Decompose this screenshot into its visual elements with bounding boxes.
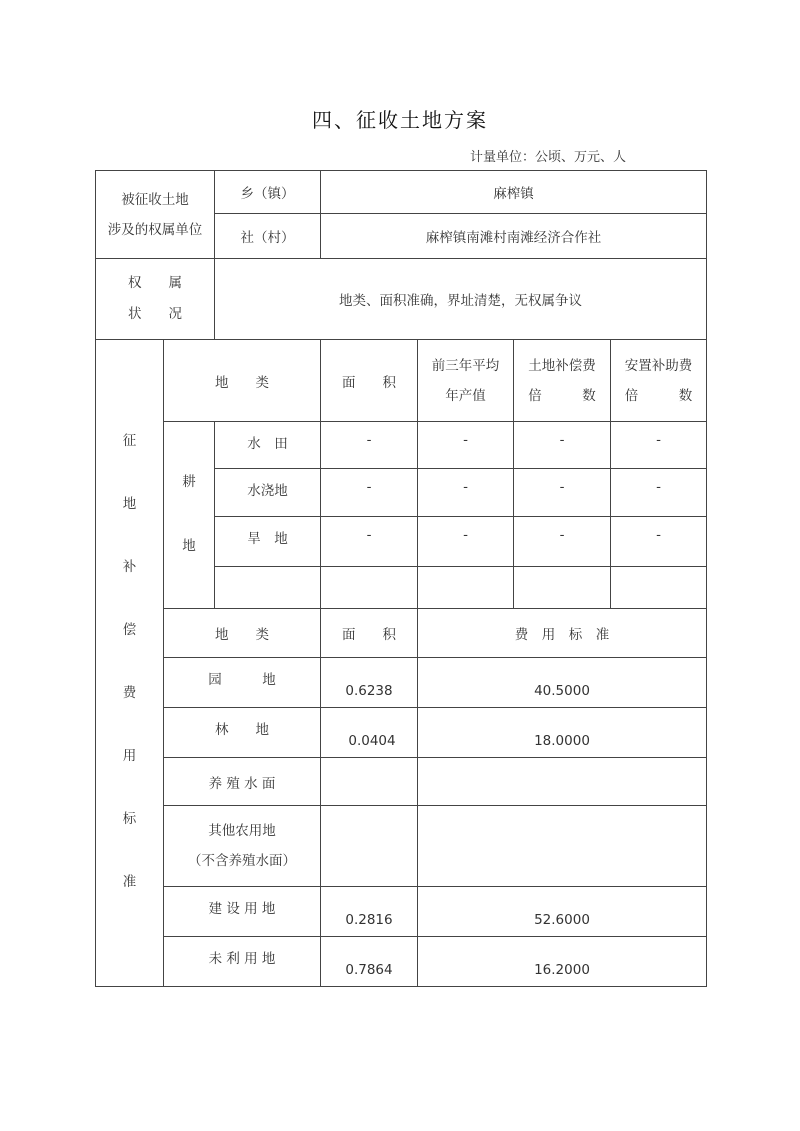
farmland-header-avg-output	[418, 340, 514, 422]
other-land-standard	[418, 758, 707, 806]
compensation-vertical-label	[96, 340, 164, 987]
table-row	[96, 708, 707, 758]
farmland-avg-output: -	[418, 422, 514, 469]
unit-note: 计量单位：公顷、万元、人	[470, 150, 627, 165]
vlabel-char: 标	[122, 811, 137, 827]
farmland-land-comp: -	[514, 517, 611, 567]
other-land-area: 0.7864	[321, 937, 418, 987]
farmland-avg-output: -	[418, 517, 514, 567]
land-comp-line2: 倍 数	[528, 387, 596, 404]
land-acquisition-table	[95, 170, 707, 987]
vlabel-char: 偿	[122, 622, 137, 638]
farmland-resettle: -	[611, 517, 707, 567]
other-header-land-type: 地 类	[164, 609, 321, 658]
other-header-standard: 费 用 标 准	[418, 609, 707, 658]
other-land-area	[321, 758, 418, 806]
other-land-type: 未 利 用 地	[164, 937, 321, 987]
other-land-type: 养 殖 水 面	[164, 758, 321, 806]
farmland-land-comp	[514, 567, 611, 609]
farmland-group-line2: 地	[182, 538, 196, 554]
other-header-area: 面 积	[321, 609, 418, 658]
other-land-standard: 40.5000	[418, 658, 707, 708]
vlabel-char: 补	[122, 559, 137, 575]
other-land-type-line1: 其他农用地	[208, 823, 276, 839]
vlabel-char: 征	[122, 433, 137, 449]
farmland-resettle: -	[611, 422, 707, 469]
ownership-status-label-line1: 权 属	[128, 275, 182, 291]
land-comp-line1: 土地补偿费	[528, 357, 596, 374]
farmland-header-area: 面 积	[321, 340, 418, 422]
table-row	[96, 806, 707, 887]
farmland-land-comp: -	[514, 422, 611, 469]
ownership-status-value: 地类、面积准确，界址清楚，无权属争议	[215, 259, 707, 340]
farmland-resettle	[611, 567, 707, 609]
resettle-line2: 倍 数	[624, 387, 693, 404]
table-row	[96, 758, 707, 806]
farmland-land-comp: -	[514, 469, 611, 517]
table-row	[96, 422, 707, 469]
resettle-line1: 安置补助费	[624, 357, 693, 374]
other-land-type: 林 地	[164, 708, 321, 758]
farmland-type	[215, 567, 321, 609]
table-row	[96, 937, 707, 987]
village-label: 社（村）	[215, 214, 321, 259]
other-land-area: 0.6238	[321, 658, 418, 708]
farmland-header-resettle	[611, 340, 707, 422]
farmland-area: -	[321, 517, 418, 567]
ownership-status-row	[96, 259, 707, 340]
village-value: 麻榨镇南滩村南滩经济合作社	[321, 214, 707, 259]
other-land-type: 园 地	[164, 658, 321, 708]
other-land-area: 0.2816	[321, 887, 418, 937]
farmland-group-label	[164, 422, 215, 609]
other-land-area	[321, 806, 418, 887]
ownership-unit-label-line1: 被征收土地	[121, 191, 189, 208]
vlabel-char: 准	[122, 874, 137, 890]
farmland-avg-output	[418, 567, 514, 609]
other-land-type: 建 设 用 地	[164, 887, 321, 937]
other-land-header-row	[96, 609, 707, 658]
other-land-standard	[418, 806, 707, 887]
farmland-avg-output: -	[418, 469, 514, 517]
ownership-unit-label	[96, 171, 215, 259]
farmland-area	[321, 567, 418, 609]
other-land-type	[164, 806, 321, 887]
farmland-area: -	[321, 469, 418, 517]
town-label: 乡（镇）	[215, 171, 321, 214]
farmland-type: 旱 地	[215, 517, 321, 567]
farmland-area: -	[321, 422, 418, 469]
other-land-type-line2: （不含养殖水面）	[188, 853, 296, 869]
farmland-header-land-comp	[514, 340, 611, 422]
avg-output-line1: 前三年平均	[431, 357, 500, 374]
vlabel-char: 地	[122, 496, 137, 512]
farmland-header-row	[96, 340, 707, 422]
table-row	[96, 658, 707, 708]
vlabel-char: 用	[122, 748, 137, 764]
other-land-area: 0.0404	[321, 708, 418, 758]
ownership-status-label	[96, 259, 215, 340]
town-value: 麻榨镇	[321, 171, 707, 214]
farmland-resettle: -	[611, 469, 707, 517]
farmland-type: 水浇地	[215, 469, 321, 517]
other-land-standard: 16.2000	[418, 937, 707, 987]
farmland-group-line1: 耕	[182, 474, 196, 490]
ownership-row-town	[96, 171, 707, 214]
other-land-standard: 18.0000	[418, 708, 707, 758]
farmland-type: 水 田	[215, 422, 321, 469]
ownership-status-label-line2: 状 况	[128, 306, 182, 322]
other-land-standard: 52.6000	[418, 887, 707, 937]
avg-output-line2: 年产值	[445, 387, 486, 404]
vlabel-char: 费	[122, 685, 137, 701]
farmland-header-land-type: 地 类	[164, 340, 321, 422]
page-title: 四、征收土地方案	[312, 108, 488, 132]
ownership-unit-label-line2: 涉及的权属单位	[107, 221, 203, 238]
table-row	[96, 887, 707, 937]
